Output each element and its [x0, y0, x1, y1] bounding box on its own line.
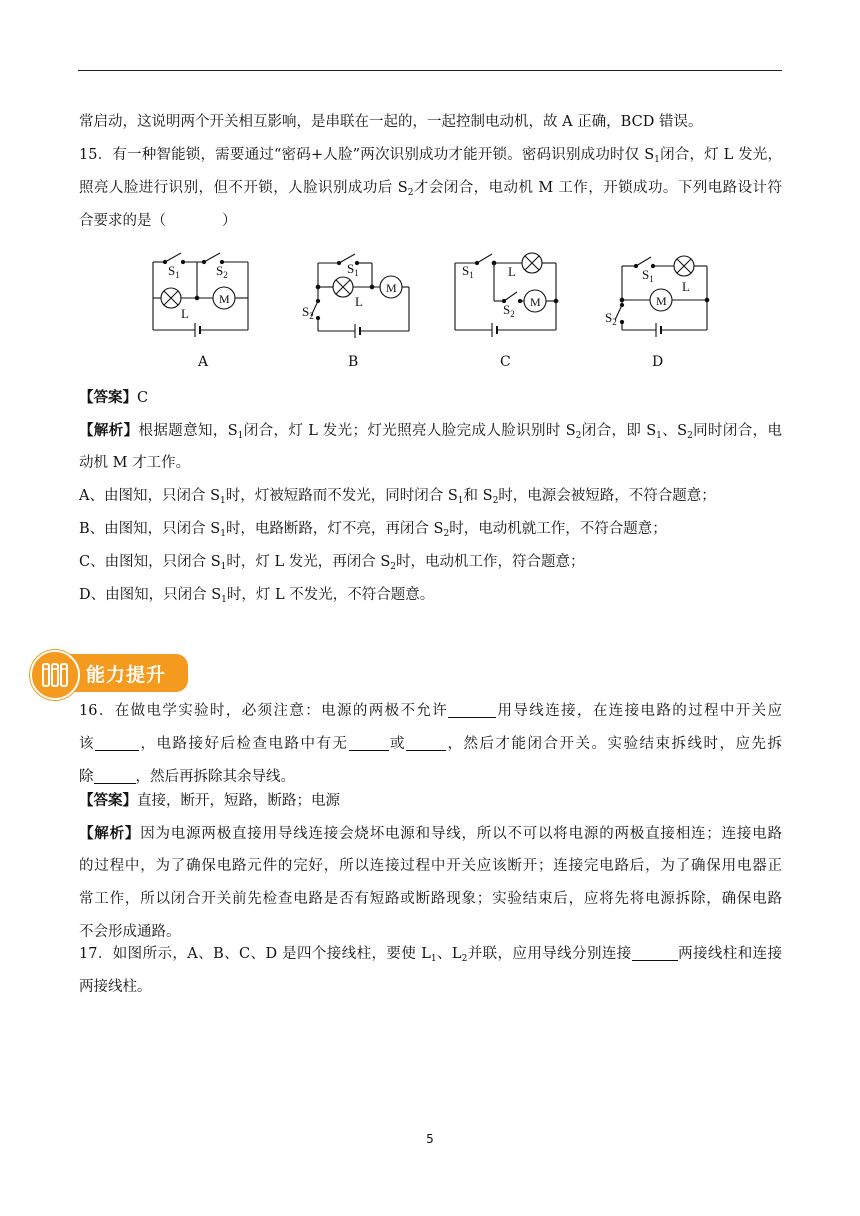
svg-text:M: M	[219, 292, 230, 306]
option-label-c: C	[500, 354, 511, 370]
circuit-d-s1-label: $S_1$	[642, 267, 654, 284]
circuit-d	[605, 256, 709, 337]
q15-analysis-line-1: 【解析】根据题意知，$S_1$闭合，灯 L 发光；灯光照亮人脸完成人脸识别时 $S_2$闭合，即 $S_1$、$S_2$同时闭合，电	[79, 422, 782, 441]
q15-option-b-analysis: B、由图知，只闭合 $S_1$时，电路断路，灯不亮，再闭合 $S_2$时，电动机就工作，不符合题意；	[79, 521, 667, 539]
svg-text:M: M	[656, 294, 667, 308]
question-16	[79, 695, 782, 794]
q16-solution	[79, 784, 782, 949]
circuit-b-s2-label: $S_2$	[302, 304, 314, 321]
section-banner	[30, 650, 190, 696]
q15-line-1: 15．有一种智能锁，需要通过“密码+人脸”两次识别成功才能开锁。密码识别成功时仅 $S_1$闭合，灯 L 发光，	[79, 147, 782, 165]
circuit-a-s2-label: $S_2$	[216, 263, 228, 280]
books-icon	[30, 650, 80, 700]
circuit-a	[153, 253, 248, 337]
q15-analysis-line-2: 动机 M 才工作。	[79, 455, 191, 471]
circuit-b-s1-label: $S_1$	[347, 261, 359, 278]
q15-option-d-analysis: D、由图知，只闭合 $S_1$时，灯 L 不发光，不符合题意。	[79, 587, 435, 605]
q16-line-3: 除 ，然后再拆除其余导线。	[79, 769, 295, 785]
q16-analysis-line-1: 【解析】因为电源两极直接用导线连接会烧坏电源和导线，所以不可以将电源的两极直接相连；连接电路	[79, 825, 782, 842]
circuit-d-s2-label: $S_2$	[605, 310, 617, 327]
header-rule	[78, 70, 782, 71]
option-label-d: D	[652, 354, 664, 370]
option-label-b: B	[348, 354, 359, 370]
circuit-c-s2-label: $S_2$	[503, 302, 515, 319]
svg-text:L: L	[181, 306, 189, 321]
page-number: 5	[426, 1132, 434, 1146]
svg-text:L: L	[355, 294, 363, 309]
q16-analysis-line-3: 常工作，所以闭合开关前先检查电路是否有短路或断路现象；实验结束后，应将先将电源拆除，确保电路	[79, 891, 782, 907]
q16-line-2: 该 ，电路接好后检查电路中有无 或 ，然后才能闭合开关。实验结束拆线时，应先拆	[79, 736, 782, 752]
q15-option-a-analysis: A、由图知，只闭合 $S_1$时，灯被短路而不发光，同时闭合 $S_1$和 $S_2$时，电源会被短路，不符合题意；	[79, 488, 716, 506]
question-15	[79, 139, 782, 238]
question-17	[79, 938, 782, 1004]
prev-answer-continuation: 常启动，这说明两个开关相互影响，是串联在一起的，一起控制电动机，故 A 正确，BCD 错误。	[79, 114, 703, 130]
q15-line-2: 照亮人脸进行识别，但不开锁，人脸识别成功后 $S_2$才会闭合，电动机 M 工作，开锁成功。下列电路设计符	[79, 180, 782, 198]
circuit-b	[302, 254, 409, 338]
q15-solution	[79, 381, 782, 612]
q16-answer: 【答案】直接，断开，短路，断路；电源	[79, 792, 340, 809]
svg-text:M: M	[386, 281, 397, 295]
svg-text:L: L	[508, 264, 516, 279]
q16-analysis-line-4: 不会形成通路。	[79, 924, 181, 940]
svg-text:M: M	[530, 295, 541, 309]
q16-analysis-line-2: 的过程中，为了确保电路元件的完好，所以连接过程中开关应该断开；连接完电路后，为了确保用电器正	[79, 858, 782, 874]
q15-answer: 【答案】C	[79, 389, 149, 406]
q17-line-1: 17．如图所示，A、B、C、D 是四个接线柱，要使 $L_1$、$L_2$并联，应用导线分别连接 两接线柱和连接	[79, 946, 782, 964]
q15-option-c-analysis: C、由图知，只闭合 $S_1$时，灯 L 发光，再闭合 $S_2$时，电动机工作，符合题意；	[79, 554, 585, 572]
svg-text:L: L	[682, 279, 690, 294]
circuit-c-s1-label: $S_1$	[462, 263, 474, 280]
section-title: 能力提升	[86, 664, 167, 686]
q16-line-1: 16．在做电学实验时，必须注意：电源的两极不允许 用导线连接，在连接电路的过程中开关应	[79, 703, 782, 719]
circuit-c	[455, 253, 558, 337]
circuit-a-s1-label: $S_1$	[168, 263, 180, 280]
q15-line-3: 合要求的是（ ）	[79, 213, 237, 229]
option-label-a: A	[198, 354, 209, 370]
circuit-diagrams	[0, 240, 860, 380]
q17-line-2: 两接线柱。	[79, 979, 152, 995]
